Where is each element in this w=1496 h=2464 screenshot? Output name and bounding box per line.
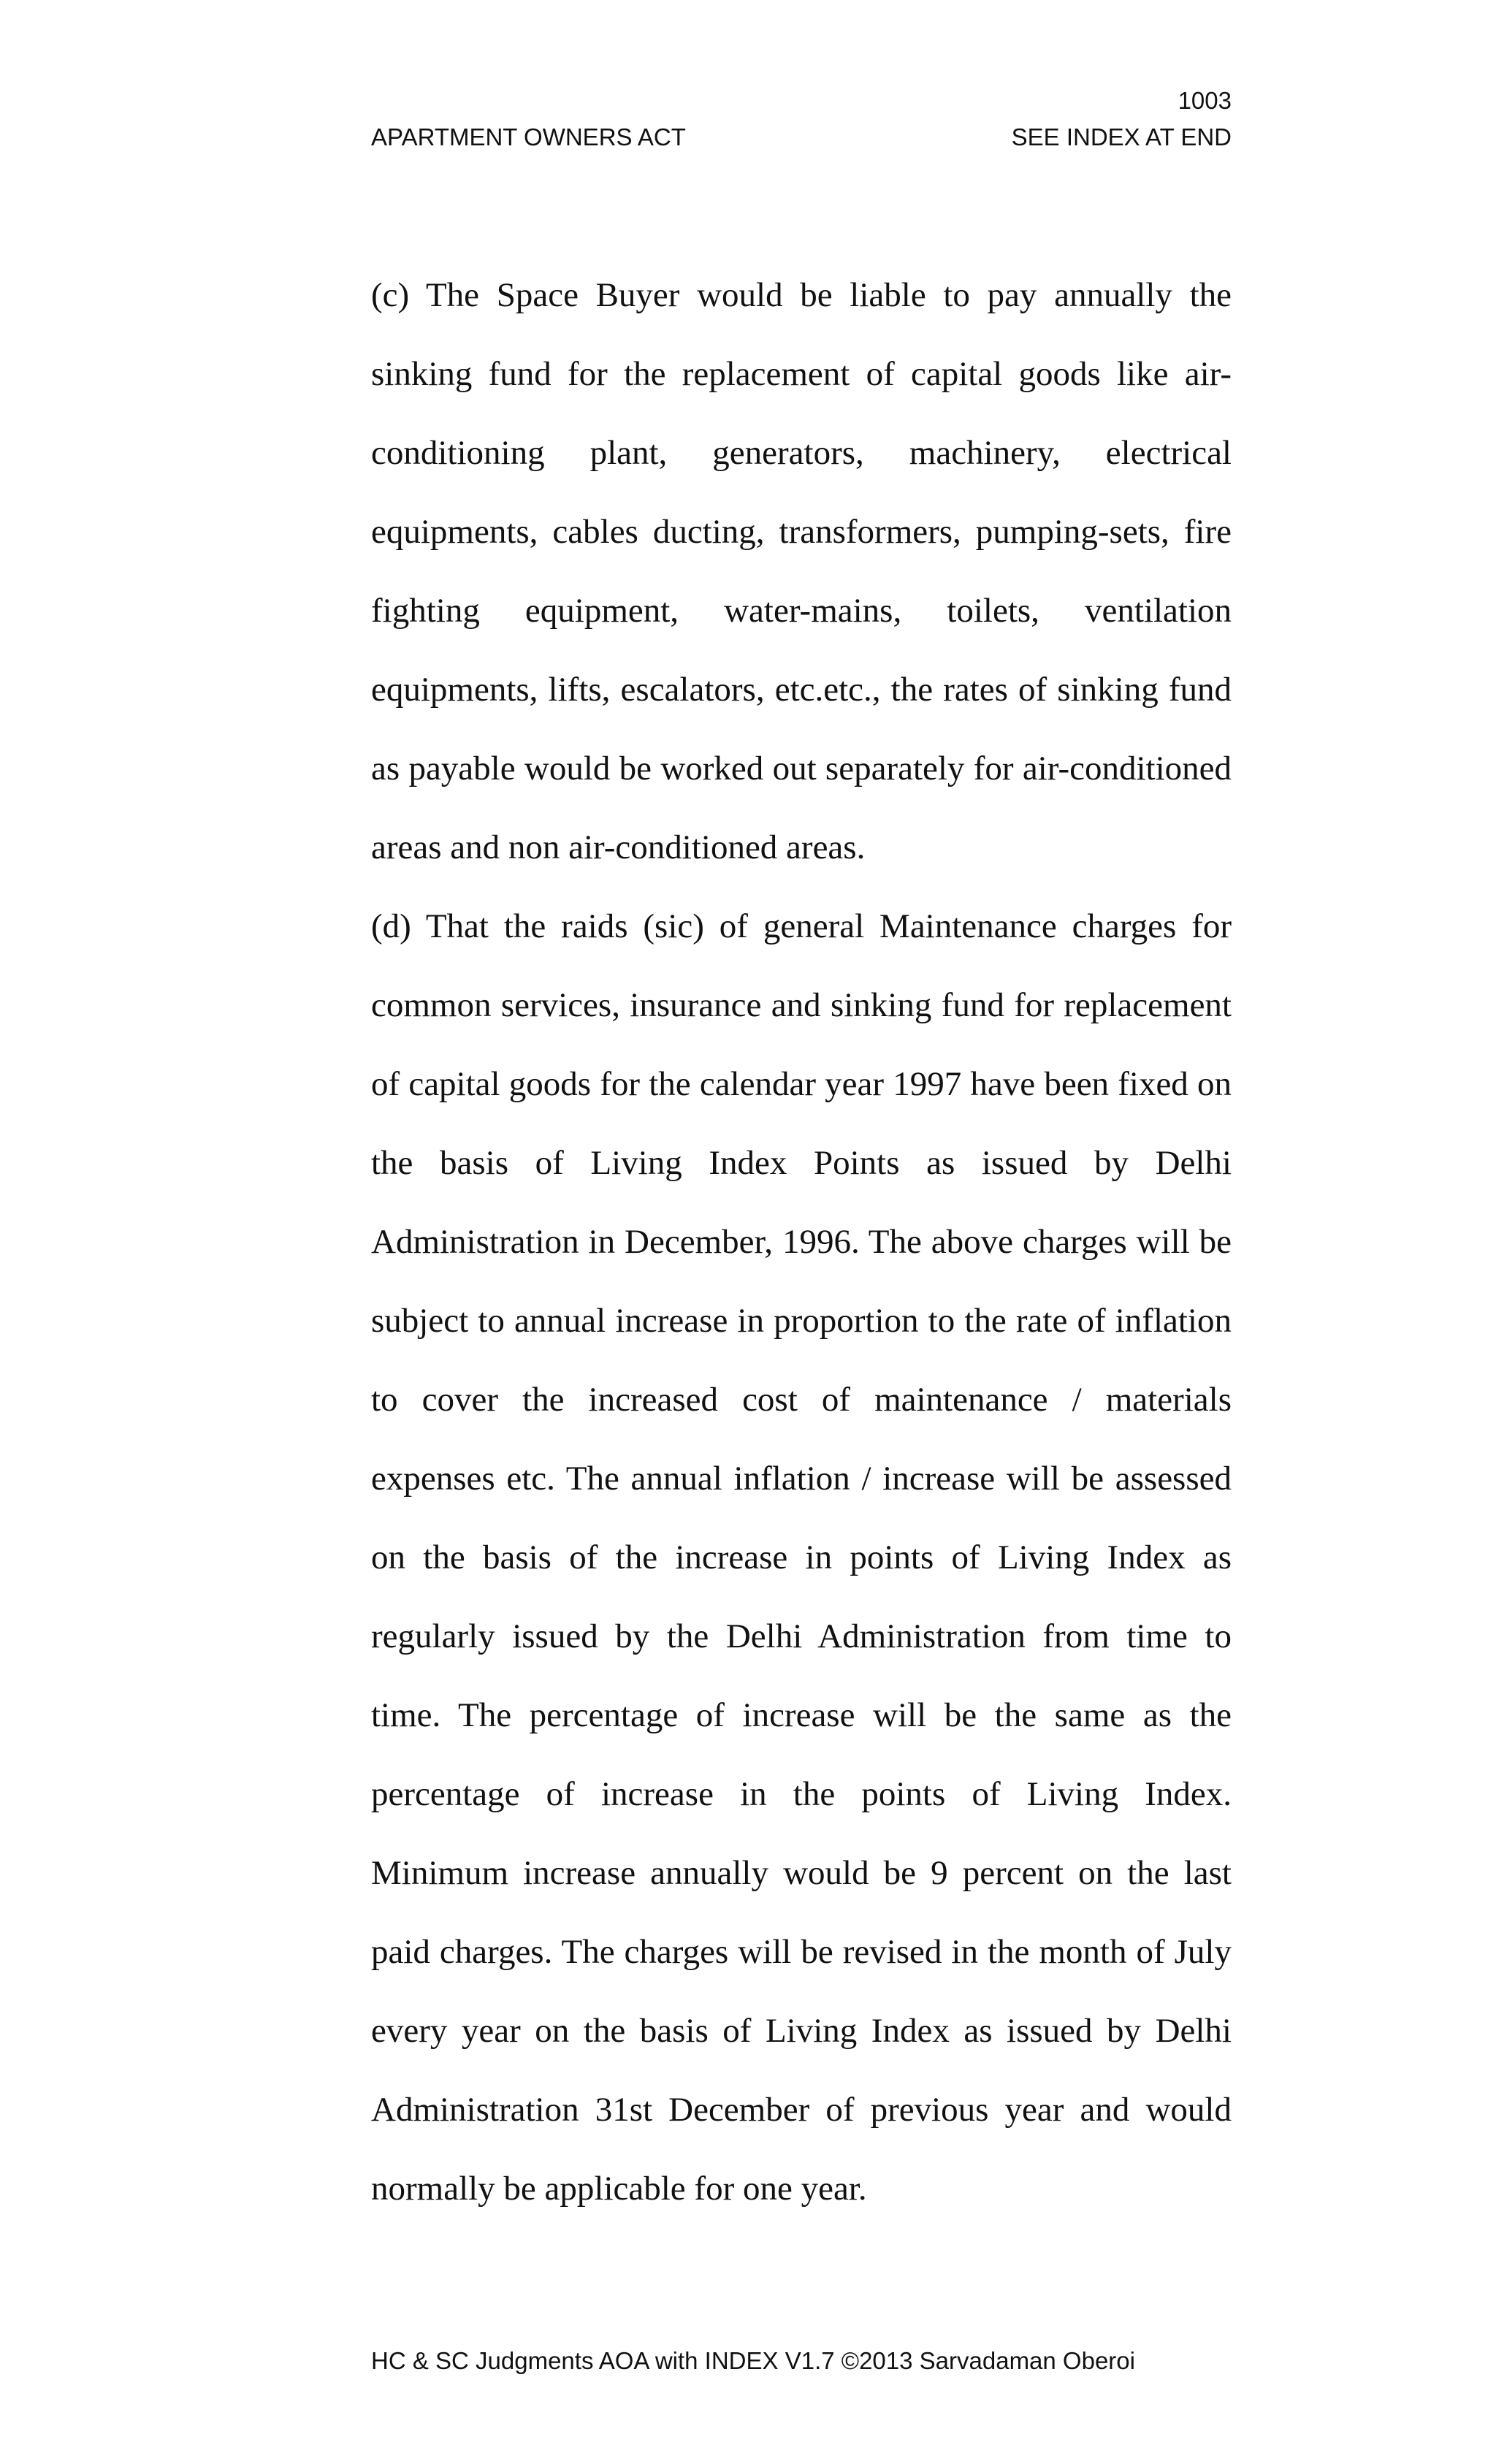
document-body	[371, 256, 1232, 2228]
paragraph-c: (c) The Space Buyer would be liable to pay annually the sinking fund for the replacement of capital goods like air-conditioning plant, generators, machinery, electrical equipments, cables ducting, transformers, pumping-sets, fire fighting equipment, water-mains, toilets, ventilation equipments, lifts, escalators, etc.etc., the rates of sinking fund as payable would be worked out separately for air-conditioned areas and non air-conditioned areas.	[371, 276, 1232, 866]
header-title: APARTMENT OWNERS ACT	[371, 123, 686, 150]
page-footer: HC & SC Judgments AOA with INDEX V1.7 ©2013 Sarvadaman Oberoi	[371, 2347, 1135, 2374]
page-number: 1003	[1178, 87, 1232, 114]
header-index-note: SEE INDEX AT END	[1011, 123, 1232, 150]
running-header	[371, 121, 1232, 153]
paragraph-d: (d) That the raids (sic) of general Maintenance charges for common services, insurance and sinking fund for replacement of capital goods for the calendar year 1997 have been fixed on the basis of Living Index Points as issued by Delhi Administration in December, 1996. The above charges will be subject to annual increase in proportion to the rate of inflation to cover the increased cost of maintenance / materials expenses etc. The annual inflation / increase will be assessed on the basis of the increase in points of Living Index as regularly issued by the Delhi Administration from time to time. The percentage of increase will be the same as the percentage of increase in the points of Living Index. Minimum increase annually would be 9 percent on the last paid charges. The charges will be revised in the month of July every year on the basis of Living Index as issued by Delhi Administration 31st December of previous year and would normally be applicable for one year.	[371, 907, 1232, 2208]
